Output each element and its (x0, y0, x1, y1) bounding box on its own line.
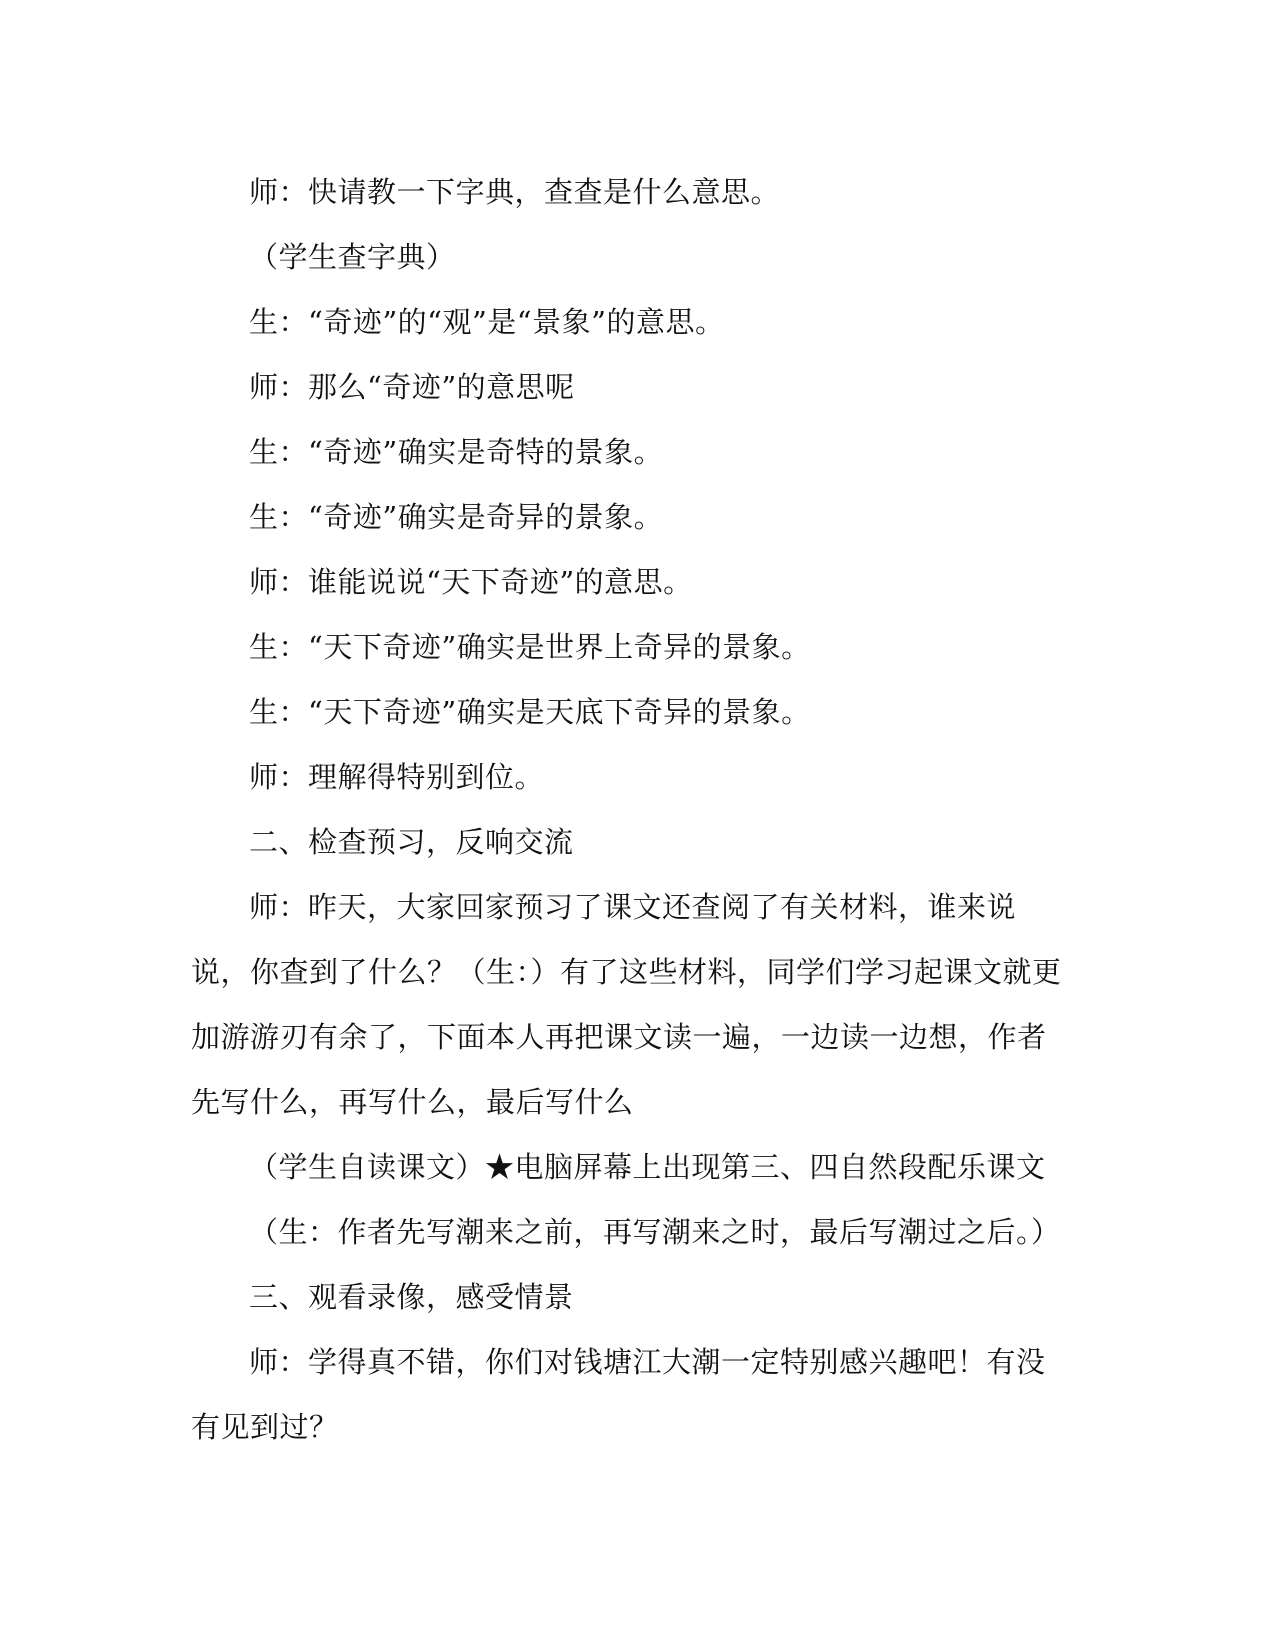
document-body (191, 160, 1071, 1460)
paragraph: 生：“奇迹”确实是奇异的景象。 (249, 500, 664, 534)
paragraph: 师：理解得特别到位。 (249, 760, 545, 794)
paragraph: 师：昨天，大家回家预习了课文还查阅了有关材料，谁来说说，你查到了什么？（生：）有了这些材料，同学们学习起课文就更加游游刃有余了，下面本人再把课文读一遍，一边读一边想，作者先写什么，再写什么，最后写什么 (191, 890, 1062, 1119)
paragraph: 生：“奇迹”确实是奇特的景象。 (249, 435, 664, 469)
section-heading: 二、检查预习，反响交流 (249, 825, 574, 859)
paragraph: 师：那么“奇迹”的意思呢 (249, 370, 575, 404)
paragraph: 师：学得真不错，你们对钱塘江大潮一定特别感兴趣吧！有没有见到过？ (191, 1345, 1046, 1444)
section-heading: 三、观看录像，感受情景 (249, 1280, 574, 1314)
paragraph: 师：谁能说说“天下奇迹”的意思。 (249, 565, 693, 599)
paragraph: （学生自读课文）★电脑屏幕上出现第三、四自然段配乐课文 (249, 1150, 1046, 1184)
paragraph: 生：“天下奇迹”确实是世界上奇异的景象。 (249, 630, 811, 664)
paragraph: （生：作者先写潮来之前，再写潮来之时，最后写潮过之后。） (249, 1215, 1061, 1249)
paragraph: 生：“奇迹”的“观”是“景象”的意思。 (249, 305, 725, 339)
paragraph: 师：快请教一下字典，查查是什么意思。 (249, 175, 781, 209)
paragraph: 生：“天下奇迹”确实是天底下奇异的景象。 (249, 695, 811, 729)
paragraph: （学生查字典） (249, 240, 456, 274)
